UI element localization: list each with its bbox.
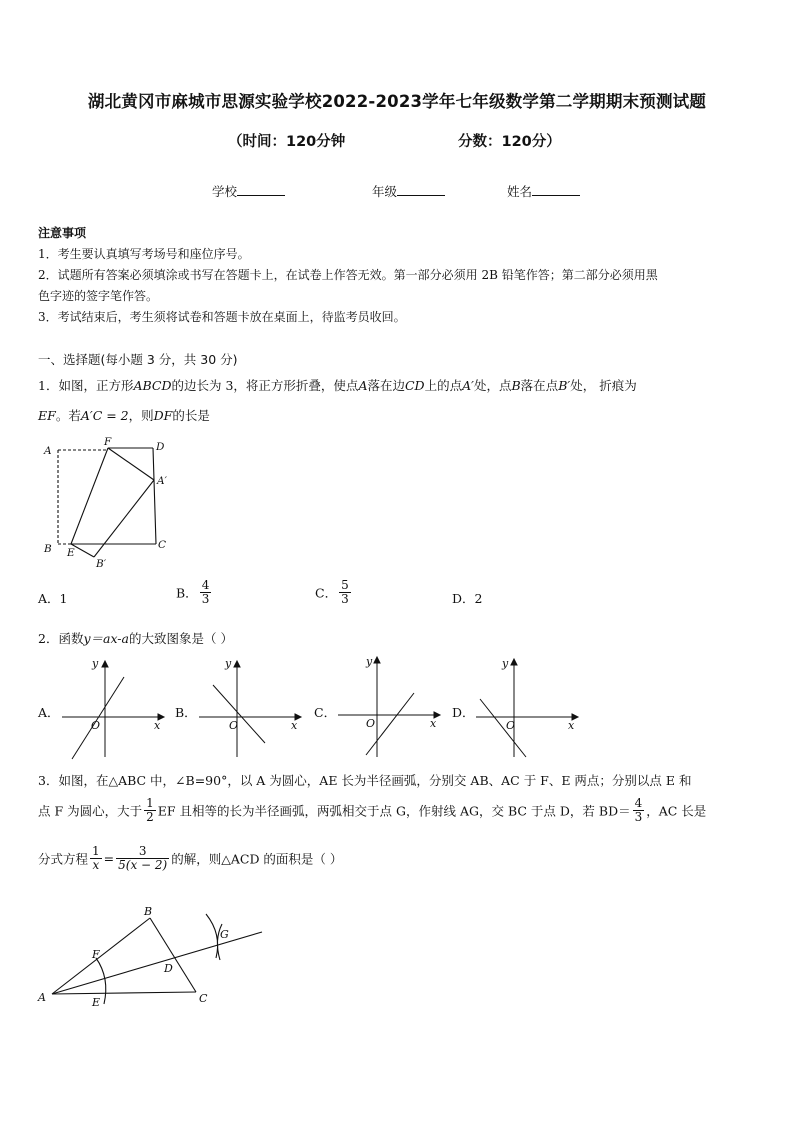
segment-ab [52,918,150,994]
q2-graph-a [60,655,170,765]
q2-line: 2．函数y＝ax-a的大致图象是（ ） [38,631,233,646]
graph-line [213,685,265,743]
q1-option-b: B． $\frac{4}{3}$ [176,578,210,606]
name-blank [532,184,580,196]
fraction-one-over-x: $\frac{1}{x}$ [92,844,100,872]
q1-option-c: C． $\frac{5}{3}$ [315,578,349,606]
segment-bc [150,918,196,992]
graph-line [72,677,124,759]
axis-label-y: y [502,657,509,670]
label-A: A [38,991,46,1004]
axis-label-x: x [430,717,437,730]
segment-a1b1 [94,480,154,557]
segment-dc [153,448,156,544]
exam-score: 分数：120分） [458,134,561,150]
axis-label-x: x [291,719,298,732]
section-heading: 一、选择题(每小题 3 分，共 30 分) [38,352,238,367]
y-arrow [102,661,108,667]
note-item-2-cont: 色字迹的签字笔作答。 [38,289,159,303]
origin-label: O [506,719,516,732]
y-arrow [511,659,517,665]
axis-label-x: x [568,719,575,732]
origin-label: O [91,719,101,732]
q2-option-c-label: C． [314,705,337,720]
q2-graph-b [197,655,307,765]
crease-ef [71,448,108,544]
axis-label-x: x [154,719,161,732]
label-D: D [156,441,165,453]
note-item-2: 2．试题所有答案必须填涂或书写在答题卡上，在试卷上作答无效。第一部分必须用 2B 铅笔作答；第二部分必须用黑 [38,268,658,282]
origin-label: O [229,719,239,732]
q2-graph-d [474,655,584,765]
notes-heading: 注意事项 [38,226,87,240]
exam-time: （时间：120分钟 [228,134,346,150]
label-B: B [144,905,153,918]
fraction-half: $\frac{1}{2}$ [146,796,154,824]
q3-line-3: 分式方程 $\frac{1}{x}$ = $\frac{3}{5(x - 2)}$ 的解，则△ACD 的面积是（ ） [38,844,343,872]
q1-line-1: 1．如图，正方形ABCD的边长为 3，将正方形折叠，使点A落在边CD上的点A′处，点B落在点B′处， 折痕为 [38,378,637,393]
grade-label: 年级 [372,184,398,199]
segment-fa1 [108,448,154,480]
axis-label-y: y [366,655,373,668]
label-E: E [67,547,75,559]
school-label: 学校 [212,184,238,199]
graph-line [480,699,526,757]
label-C: C [158,539,167,551]
fraction: $\frac{4}{3}$ [201,578,210,606]
name-field [507,182,580,200]
ray-ag [52,932,262,994]
q1-figure [38,436,178,572]
grade-blank [397,184,445,196]
grade-field [372,182,445,200]
arc-from-f [206,914,218,958]
label-F: F [104,436,112,448]
segment-ac [52,992,196,994]
axis-label-y: y [92,657,99,670]
label-B: B [44,543,52,555]
fraction-equation-rhs: $\frac{3}{5(x - 2)}$ [118,844,168,872]
label-D: D [164,962,173,975]
school-blank [237,184,285,196]
q1-line-2: EF。若A′C = 2，则DF的长是 [38,408,210,423]
label-A: A [44,445,52,457]
q3-line-2: 点 F 为圆心，大于 $\frac{1}{2}$ EF 且相等的长为半径画弧，两弧相交于点 G，作射线 AG，交 BC 于点 D，若 BD＝ $\frac{4}{3}$ ，AC 长是 [38,796,707,824]
q2-option-b-label: B． [175,705,197,720]
page-title: 湖北黄冈市麻城市思源实验学校2022-2023学年七年级数学第二学期期末预测试题 [87,92,707,111]
fraction-four-thirds: $\frac{4}{3}$ [634,796,643,824]
school-field [212,182,285,200]
label-F: F [92,948,100,961]
label-A-prime: A′ [157,475,167,487]
q3-line-1: 3．如图，在△ABC 中，∠B=90°，以 A 为圆心，AE 长为半径画弧，分别交 AB、AC 于 F、E 两点；分别以点 E 和 [38,773,692,788]
label-E: E [92,996,101,1009]
fraction: $\frac{5}{3}$ [341,578,349,606]
y-arrow [374,657,380,663]
label-C: C [199,992,208,1005]
q2-option-a-label: A． [38,705,60,720]
label-B-prime: B′ [96,558,107,570]
q2-option-d-label: D． [452,705,475,720]
q1-option-a: A．1 [38,591,68,606]
q2-graph-c [336,655,446,765]
origin-label: O [366,717,376,730]
note-item-3: 3．考试结束后，考生须将试卷和答题卡放在桌面上，待监考员收回。 [38,310,406,324]
label-G: G [220,928,229,941]
q1-option-d: D．2 [452,591,483,606]
q3-figure [34,900,274,1020]
y-arrow [234,661,240,667]
note-item-1: 1．考生要认真填写考场号和座位序号。 [38,247,250,261]
name-label: 姓名 [507,184,533,199]
axis-label-y: y [225,657,232,670]
